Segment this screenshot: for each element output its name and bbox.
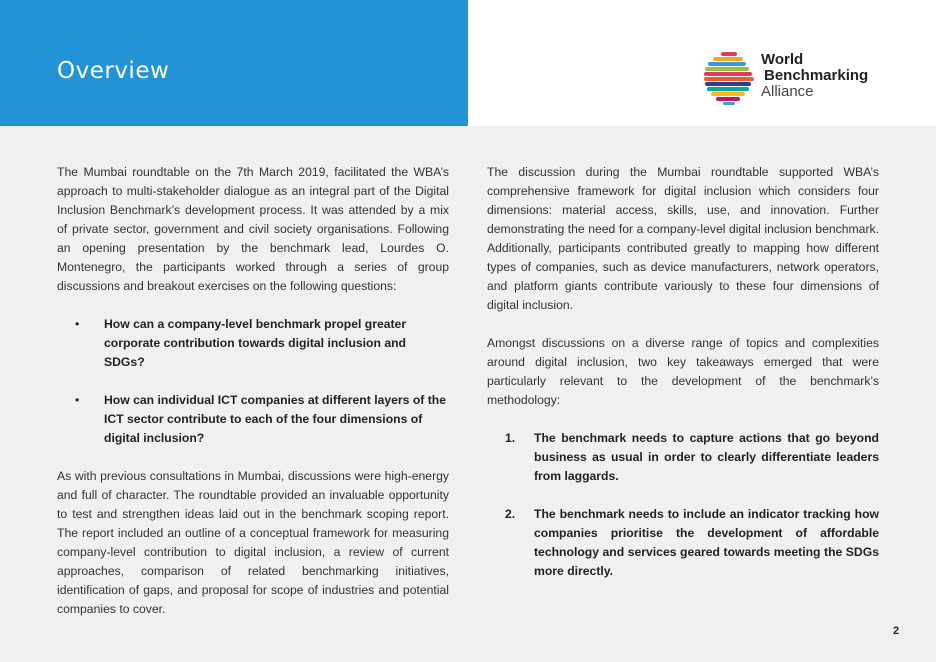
bullet-icon: • bbox=[75, 393, 80, 407]
framework-paragraph: The discussion during the Mumbai roundtable supported WBA’s comprehensive framework for digital inclusion which considers four dimensions: material access, skills, use, and innovation. Further demonstrating the need for a company-level digital inclusion benchmark. Additionally, participants contributed greatly to mapping how different types of companies, such as device manufacturers, network operators, and platform giants contribute variously to these four dimensions of digital inclusion. bbox=[487, 165, 879, 312]
right-column bbox=[487, 163, 879, 581]
intro-paragraph: The Mumbai roundtable on the 7th March 2019, facilitated the WBA’s approach to multi-stakeholder dialogue as an integral part of the Digital Inclusion Benchmark’s development process. It was attended by a mix of private sector, government and civil society organisations. Following an opening presentation by the benchmark lead, Lourdes O. Montenegro, the participants worked through a series of group discussions and breakout exercises on the following questions: bbox=[57, 165, 449, 293]
bullet-icon: • bbox=[75, 317, 80, 331]
wba-logo bbox=[703, 50, 893, 106]
logo-stripes-icon bbox=[703, 50, 755, 106]
list-item bbox=[57, 315, 449, 372]
takeaways-intro-paragraph: Amongst discussions on a diverse range of topics and complexities around digital inclusion, two key takeaways emerged that were particularly relevant to the development of the benchmark’s methodology: bbox=[487, 336, 879, 407]
question-text: How can a company-level benchmark propel greater corporate contribution towards digital inclusion and SDGs? bbox=[104, 317, 407, 369]
left-column bbox=[57, 163, 449, 619]
question-list bbox=[57, 315, 449, 448]
takeaways-list bbox=[487, 429, 879, 581]
takeaway-text: The benchmark needs to include an indicator tracking how companies prioritise the development of affordable technology and services geared towards meeting the SDGs more directly. bbox=[534, 507, 879, 578]
logo-wordmark bbox=[761, 52, 868, 100]
header-banner bbox=[0, 0, 468, 126]
logo-line-3: Alliance bbox=[761, 83, 814, 100]
logo-line-1: World bbox=[761, 51, 804, 68]
list-item bbox=[487, 505, 879, 581]
page-title: Overview bbox=[57, 58, 170, 84]
list-item bbox=[57, 391, 449, 448]
takeaway-text: The benchmark needs to capture actions that go beyond business as usual in order to clearly differentiate leaders from laggards. bbox=[534, 431, 879, 483]
consultation-paragraph: As with previous consultations in Mumbai, discussions were high-energy and full of character. The roundtable provided an invaluable opportunity to test and strengthen ideas laid out in the benchmark scoping report. The report included an outline of a conceptual framework for measuring company-level contribution to digital inclusion, a review of current approaches, comparison of related benchmarking initiatives, identification of gaps, and proposal for scope of industries and potential companies to cover. bbox=[57, 469, 449, 616]
question-text: How can individual ICT companies at different layers of the ICT sector contribute to each of the four dimensions of digital inclusion? bbox=[104, 393, 446, 445]
logo-line-2: Benchmarking bbox=[764, 67, 869, 84]
list-item bbox=[487, 429, 879, 486]
list-number: 1. bbox=[505, 431, 516, 445]
list-number: 2. bbox=[505, 507, 516, 521]
page-number: 2 bbox=[893, 625, 900, 637]
